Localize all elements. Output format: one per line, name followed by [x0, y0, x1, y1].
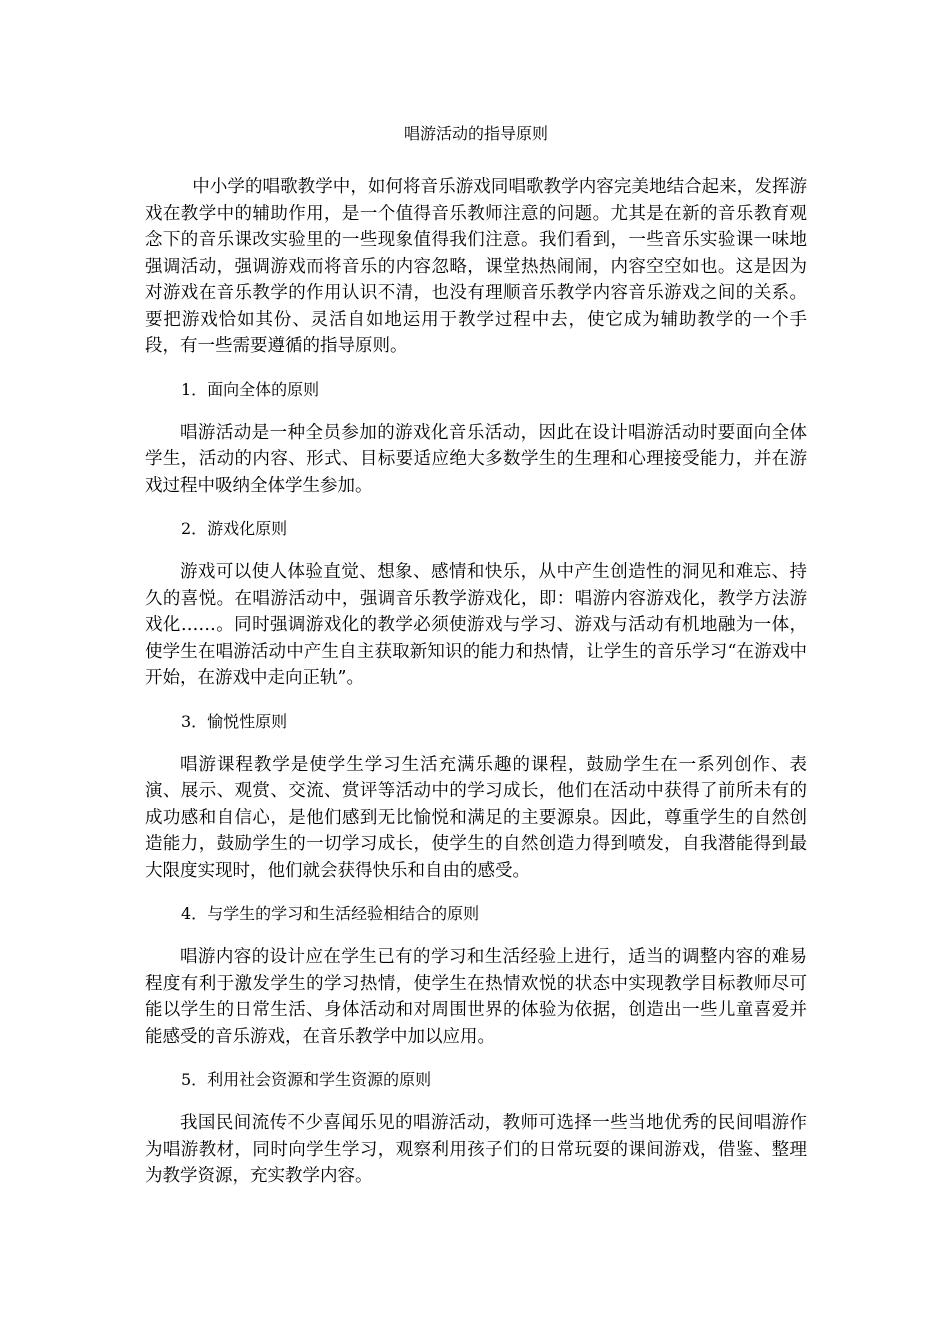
document-page: [145, 122, 807, 1190]
section-body-1: 唱游活动是一种全员参加的游戏化音乐活动，因此在设计唱游活动时要面向全体学生，活动的内容、形式、目标要适应绝大多数学生的生理和心理接受能力，并在游戏过程中吸纳全体学生参加。: [145, 422, 807, 496]
section-body-3: 唱游课程教学是使学生学习生活充满乐趣的课程，鼓励学生在一系列创作、表演、展示、观赏、交流、赏评等活动中的学习成长，他们在活动中获得了前所未有的成功感和自信心，是他们感到无比愉悦和满足的主要源泉。因此，尊重学生的自然创造能力，鼓励学生的一切学习成长，使学生的自然创造力得到喷发，自我潜能得到最大限度实现时，他们就会获得快乐和自由的感受。: [145, 754, 807, 881]
document-title: 唱游活动的指导原则: [403, 124, 548, 143]
section-body-5: 我国民间流传不少喜闻乐见的唱游活动，教师可选择一些当地优秀的民间唱游作为唱游教材，同时向学生学习，观察利用孩子们的日常玩耍的课间游戏，借鉴、整理为教学资源，充实教学内容。: [145, 1113, 807, 1186]
section-body-4: 唱游内容的设计应在学生已有的学习和生活经验上进行，适当的调整内容的难易程度有利于激发学生的学习热情，使学生在热情欢悦的状态中实现教学目标教师尽可能以学生的日常生活、身体活动和对周围世界的体验为依据，创造出一些儿童喜爱并能感受的音乐游戏，在音乐教学中加以应用。: [145, 947, 807, 1047]
section-heading-4: 4．与学生的学习和生活经验相结合的原则: [181, 904, 480, 923]
intro-paragraph: 中小学的唱歌教学中，如何将音乐游戏同唱歌教学内容完美地结合起来，发挥游戏在教学中的辅助作用，是一个值得音乐教师注意的问题。尤其是在新的音乐教育观念下的音乐课改实验里的一些现象值得我们注意。我们看到，一些音乐实验课一味地强调活动，强调游戏而将音乐的内容忽略，课堂热热闹闹，内容空空如也。这是因为对游戏在音乐教学的作用认识不清，也没有理顺音乐教学内容音乐游戏之间的关系。要把游戏恰如其份、灵活自如地运用于教学过程中去，使它成为辅助教学的一个手段，有一些需要遵循的指导原则。: [145, 177, 807, 356]
section-heading-5: 5．利用社会资源和学生资源的原则: [181, 1070, 432, 1089]
section-heading-1: 1．面向全体的原则: [181, 379, 320, 399]
section-heading-2: 2．游戏化原则: [181, 519, 288, 538]
section-heading-3: 3．愉悦性原则: [181, 711, 288, 731]
section-body-2: 游戏可以使人体验直觉、想象、感情和快乐，从中产生创造性的洞见和难忘、持久的喜悦。在唱游活动中，强调音乐教学游戏化，即：唱游内容游戏化，教学方法游戏化……。同时强调游戏化的教学必须使游戏与学习、游戏与活动有机地融为一体，使学生在唱游活动中产生自主获取新知识的能力和热情，让学生的音乐学习“在游戏中开始，在游戏中走向正轨”。: [145, 562, 807, 688]
